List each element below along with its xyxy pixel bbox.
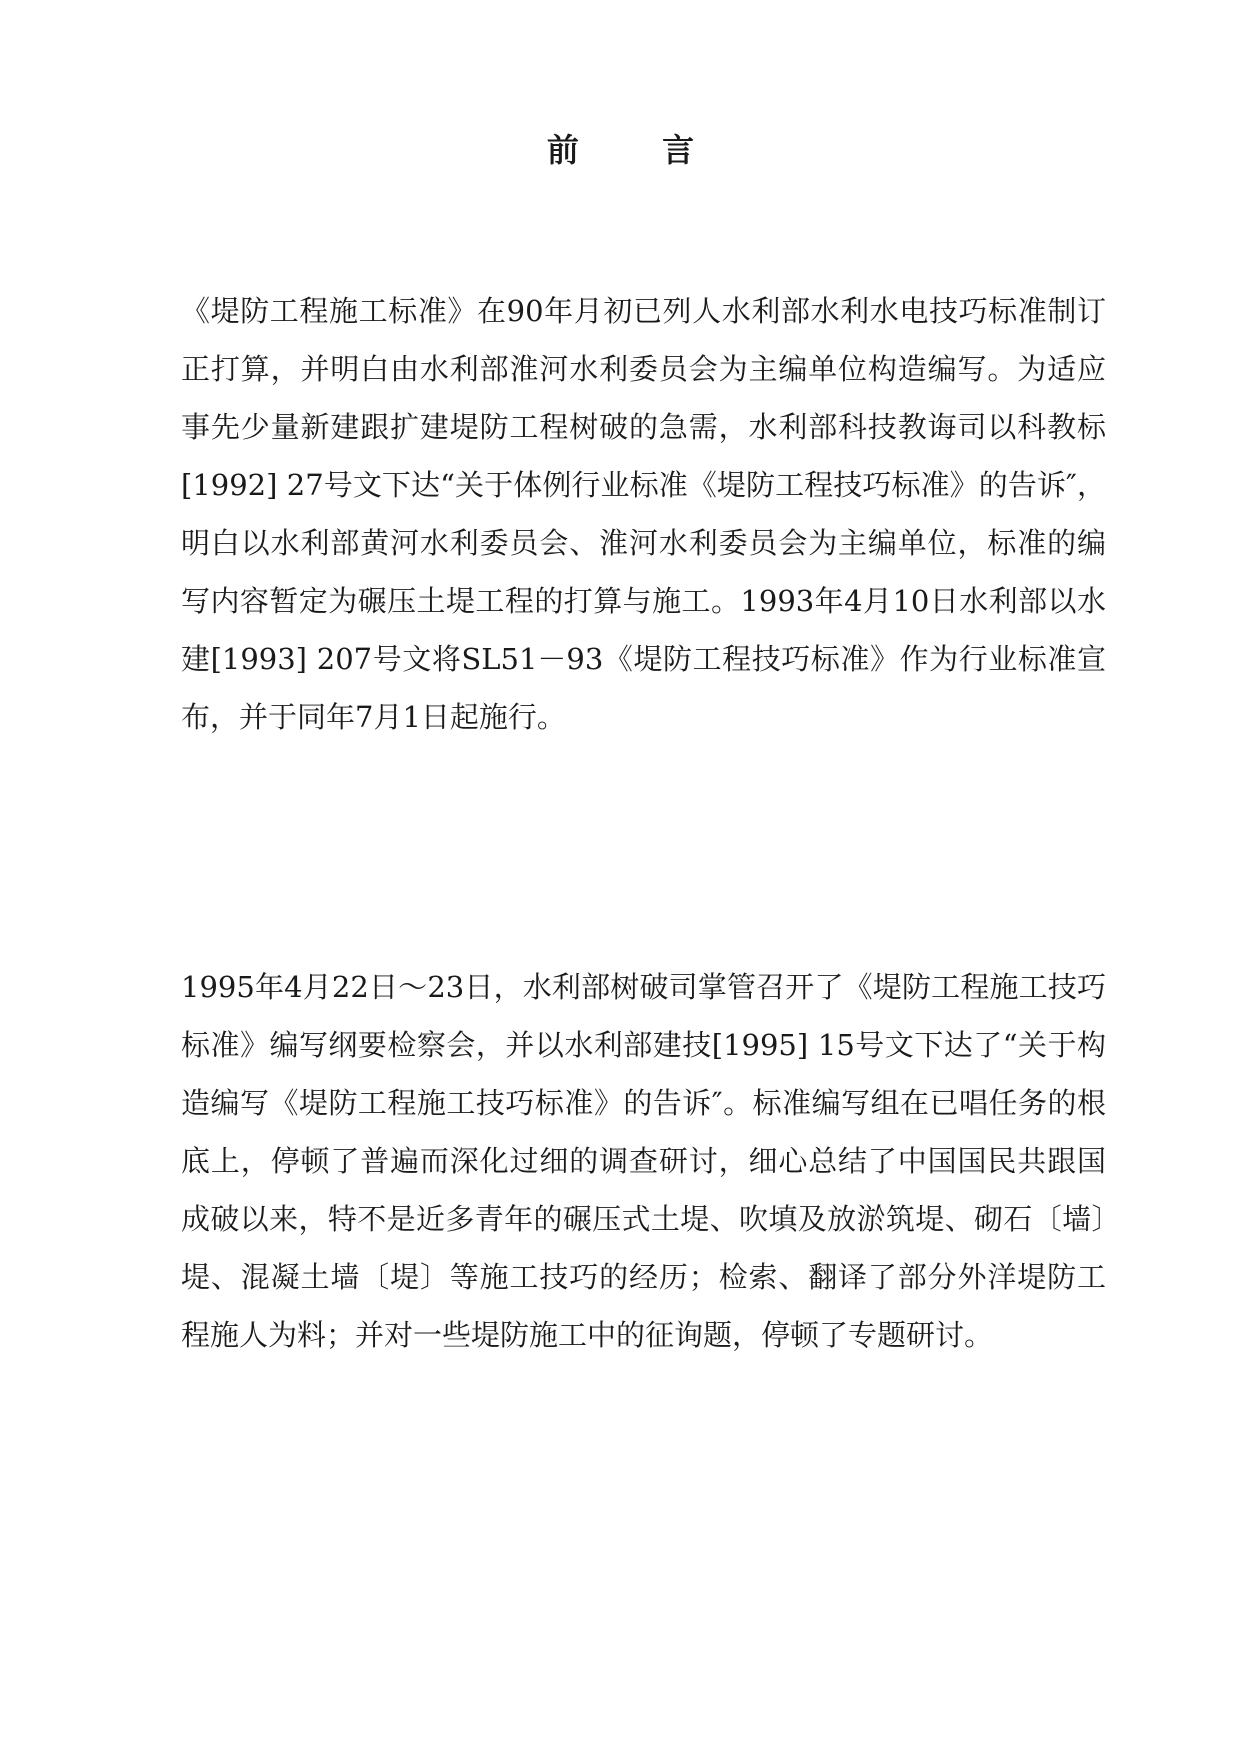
paragraph-2: 1995年4月22日～23日，水利部树破司掌管召开了《堤防工程施工技巧标准》编写纲要检察会，并以水利部建技[1995] 15号文下达了“关于构造编写《堤防工程施工技巧标准》的告诉″。标准编写组在已唱任务的根底上，停顿了普遍而深化过细的调查研讨，细心总结了中国国民共跟国成破以来，特不是近多青年的碾压式土堤、吹填及放淤筑堤、砌石〔墙〕堤、混凝土墙〔堤〕等施工技巧的经历；检索、翻译了部分外洋堤防工程施人为料；并对一些堤防施工中的征询题，停顿了专题研讨。 — [181, 970, 1106, 1352]
page-title: 前 言 — [546, 131, 731, 169]
paragraph-1: 《堤防工程施工标准》在90年月初已列人水利部水利水电技巧标准制订正打算，并明白由水利部淮河水利委员会为主编单位构造编写。为适应事先少量新建跟扩建堤防工程树破的急需，水利部科技教诲司以科教标[1992] 27号文下达“关于体例行业标准《堤防工程技巧标准》的告诉″，明白以水利部黄河水利委员会、淮河水利委员会为主编单位，标准的编写内容暂定为碾压土堤工程的打算与施工。1993年4月10日水利部以水建[1993] 207号文将SL51－93《堤防工程技巧标准》作为行业标准宣布，并于同年7月1日起施行。 — [181, 294, 1106, 734]
